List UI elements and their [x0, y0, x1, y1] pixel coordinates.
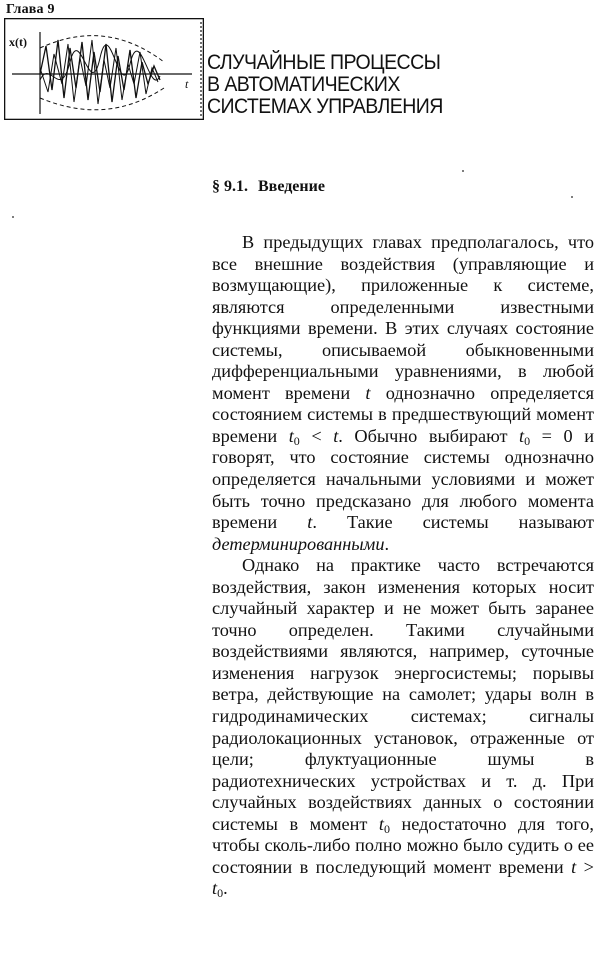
chapter-label: Глава 9: [6, 2, 55, 17]
chapter-title-line-1: СЛУЧАЙНЫЕ ПРОЦЕССЫ: [207, 51, 441, 74]
p1-var-t-3: t: [307, 512, 313, 533]
scan-speck: [462, 170, 464, 172]
p1-text-2: однозначно определяется состоянием системы в предшествующий момент времени: [212, 382, 594, 446]
p1-text-4: и говорят, что состояние системы однозначно определяется начальными условиями и может быть точно предсказано для любого момента времени: [212, 425, 595, 533]
chapter-title-line-3: СИСТЕМАХ УПРАВЛЕНИЯ: [207, 95, 443, 118]
paragraph-1: [212, 232, 594, 555]
p2-var-t0-2: t: [212, 878, 218, 899]
section-title: Введение: [258, 178, 325, 195]
p1-var-t0-2-sub: 0: [524, 433, 531, 448]
p1-var-t: t: [365, 382, 371, 403]
random-process-plot: [4, 18, 204, 120]
scan-speck: [12, 216, 14, 218]
p1-less-than: <: [299, 425, 334, 446]
p2-var-t0-sub: 0: [383, 821, 390, 836]
body-text: [212, 232, 594, 900]
p2-var-t0: t: [378, 813, 384, 834]
p2-var-t: t: [571, 856, 577, 877]
p1-text-6: .: [384, 533, 390, 554]
figure-y-label: x(t): [9, 35, 27, 49]
p2-text-2: недостаточно для того, чтобы сколь-либо полно можно было судить о ее состоянии в последующий момент времени: [212, 813, 594, 877]
p2-text-1: Однако на практике часто встречаются воздействия, закон изменения которых носит случайный характер и не может быть заранее точно определен. Такими случайными воздействиями являются, например, суточные изменения нагрузок энергосистемы; порывы ветра, действующие на самолет; удары волн в гидродинамических системах; сигналы радиолокационных установок, отраженные от цели; флуктуационные шумы в радиотехнических устройствах и т. д. При случайных воздействиях данных о состоянии системы в момент: [212, 555, 594, 834]
p2-var-t0-2-sub: 0: [217, 886, 224, 901]
scan-speck: [571, 196, 573, 198]
p1-var-t0-sub: 0: [293, 433, 300, 448]
p1-equals-zero: = 0: [530, 425, 573, 446]
p1-text-1: В предыдущих главах предполагалось, что все внешние воздействия (управляющие и возмущающие), приложенные к системе, являются определенными известными функциями времени. В этих случаях состояние системы, описываемой обыкновенными дифференциальными уравнениями, в любой момент времени: [212, 232, 594, 403]
figure-frame: [5, 19, 204, 120]
p1-text-3: . Обычно выбирают: [338, 425, 520, 446]
random-process-figure: [4, 18, 204, 120]
chapter-title-line-2: В АВТОМАТИЧЕСКИХ: [207, 73, 400, 96]
p1-text-5: . Такие системы называют: [312, 512, 594, 533]
p2-text-3: .: [223, 878, 228, 899]
paragraph-2: [212, 555, 594, 900]
figure-x-label: t: [185, 77, 189, 91]
p1-var-t0-2: t: [519, 425, 525, 446]
chapter-title: [207, 52, 443, 118]
section-number: § 9.1.: [212, 178, 248, 195]
p1-term-deterministic: детерминированными: [212, 533, 385, 554]
p2-greater-than: >: [576, 856, 594, 877]
p1-var-t0: t: [288, 425, 294, 446]
p1-var-t-2: t: [333, 425, 339, 446]
section-heading: [212, 178, 325, 196]
